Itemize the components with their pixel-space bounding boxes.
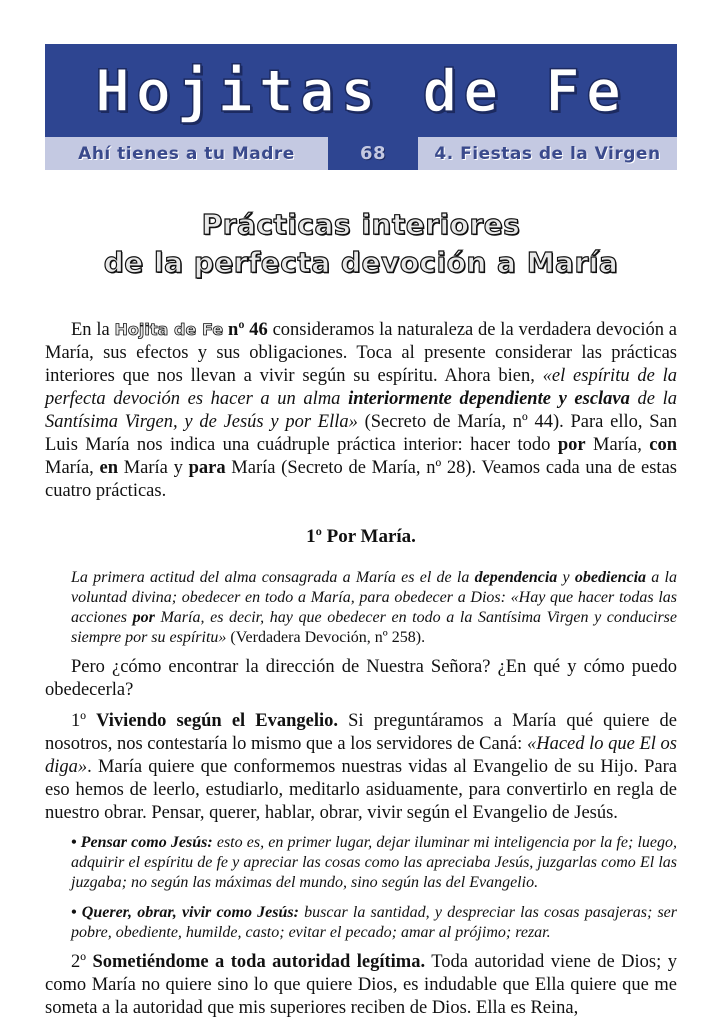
series-subtitle: Ahí tienes a tu Madre [78, 143, 295, 164]
point-1-paragraph: 1º Viviendo según el Evangelio. Si preguntáramos a María qué quiere de nosotros, nos contestaría lo mismo que a los servidores de Caná: «Haced lo que El os diga». María quiere que conformemos nuestras vidas al Evangelio de su Hijo. Para eso hemos de leerlo, estudiarlo, meditarlo asiduamente, para convertirlo en regla de nuestro obrar. Pensar, querer, hablar, obrar, vivir según el Evangelio de Jesús. [45, 711, 677, 823]
intro-paragraph: En la Hojita de Fe nº 46 consideramos la naturaleza de la verdadera devoción a María, sus efectos y sus obligaciones. Toca al presente considerar las prácticas interiores que nos llevan a vivir según su espíritu. Ahora bien, «el espíritu de la perfecta devoción es hacer a un alma interiormente dependiente y esclava de la Santísima Virgen, y de Jesús y por Ella» (Secreto de María, nº 44). Para ello, San Luis María nos indica una cuádruple práctica interior: hacer todo por María, con María, en María y para María (Secreto de María, nº 28). Veamos cada una de estas cuatro prácticas. [45, 320, 678, 501]
bullet-querer: • Querer, obrar, vivir como Jesús: buscar la santidad, y despreciar las cosas pasajeras; ser pobre, obediente, humilde, casto; evitar el pecado; amar al prójimo; rezar. [71, 904, 678, 941]
point-2-paragraph: 2º Sometiéndome a toda autoridad legítima. Toda autoridad viene de Dios; y como María no quiere sino lo que quiere Dios, es indudable que Ella quiere que me someta a la autoridad que mis superiores reciben de Dios. Ella es Reina, [45, 952, 677, 1018]
hojita-reference: Hojita de Fe [114, 320, 224, 339]
article-title-line-1: Prácticas interiores [201, 208, 521, 241]
masthead-subtitle-bar [45, 137, 677, 170]
masthead-banner [45, 44, 677, 137]
article-body [45, 318, 677, 1020]
masthead [45, 44, 677, 170]
article-title [45, 206, 677, 282]
issue-number: 68 [328, 137, 418, 170]
section-heading: 1º Por María. [306, 526, 416, 547]
quote-paragraph: La primera actitud del alma consagrada a María es el de la dependencia y obediencia a la voluntad divina; obedecer en todo a María, para obedecer a Dios: «Hay que hacer todas las acciones por María, es decir, hay que obedecer en todo a la Santísima Virgen y conducirse siempre por su espíritu» (Verdadera Devoción, nº 258). [71, 569, 677, 646]
quote-source: (Verdadera Devoción, nº 258). [226, 629, 426, 646]
publication-title: Hojitas de Fe [95, 56, 627, 125]
bullet-pensar: • Pensar como Jesús: esto es, en primer lugar, dejar iluminar mi inteligencia por la fe; luego, adquirir el espíritu de fe y apreciar las cosas como las apreciaba Jesús, juzgarlas como El las juzgaba; no según las máximas del mundo, sino según las del Evangelio. [71, 834, 678, 891]
article-title-line-2: de la perfecta devoción a María [103, 246, 619, 279]
question-paragraph: Pero ¿cómo encontrar la dirección de Nuestra Señora? ¿En qué y cómo puedo obedecerla? [45, 657, 677, 700]
series-category: 4. Fiestas de la Virgen [434, 143, 661, 164]
